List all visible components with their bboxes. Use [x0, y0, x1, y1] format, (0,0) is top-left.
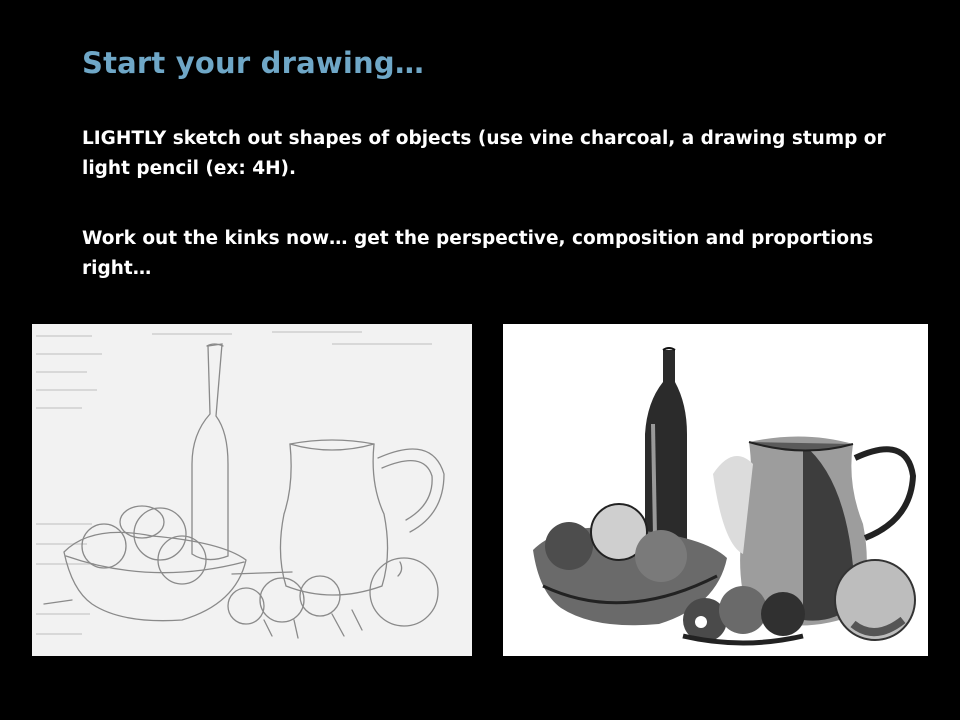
instruction-paragraph-1: LIGHTLY sketch out shapes of objects (use vine charcoal, a drawing stump or light pencil (ex: 4H). [82, 128, 886, 179]
shaded-drawing-image [503, 324, 928, 656]
instruction-paragraph-2: Work out the kinks now… get the perspective, composition and proportions right… [82, 228, 874, 279]
slide-title: Start your drawing… [82, 46, 425, 80]
light-sketch-image [32, 324, 472, 656]
